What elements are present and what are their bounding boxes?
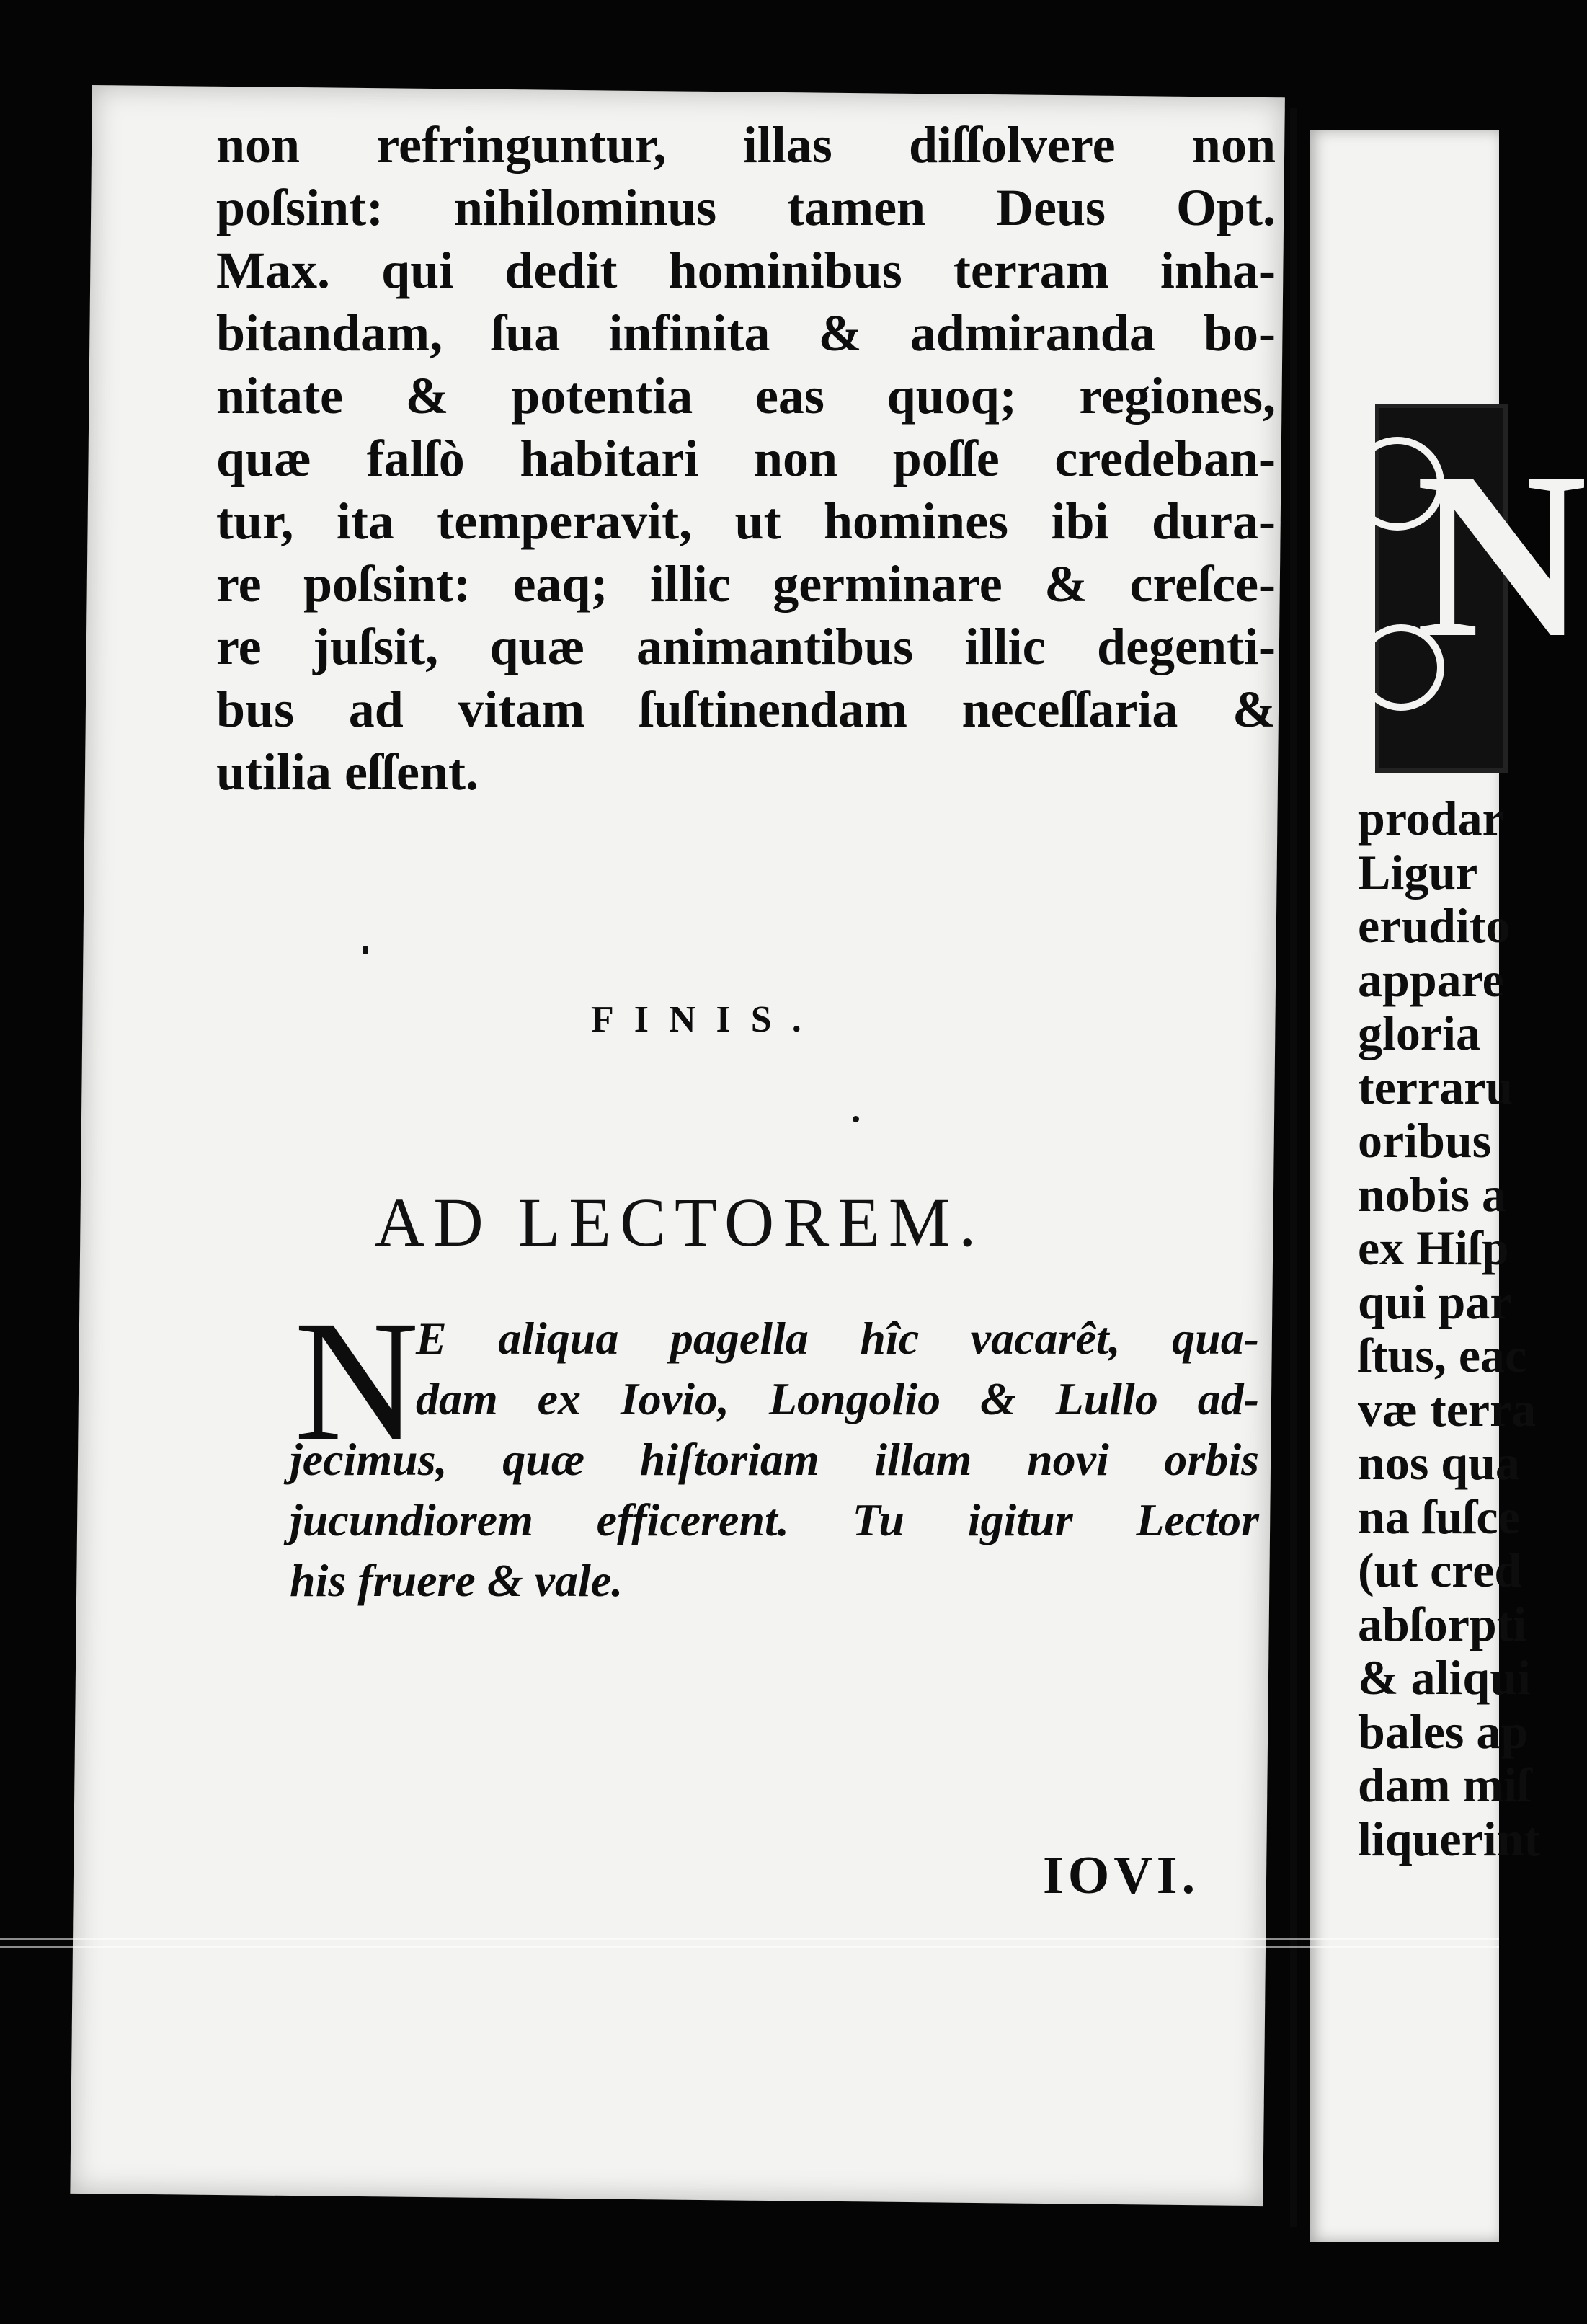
preface-line: his fruere & vale. [290,1555,623,1606]
text-line: bus ad vitam ſuſtinendam neceſſaria & [216,680,1276,738]
text-line: nitate & potentia eas quoq; regiones, [216,367,1276,425]
preface-line: dam ex Iovio, Longolio & Lullo ad- [416,1373,1259,1424]
right-line: nobis a [1358,1166,1506,1222]
right-page-text [1358,791,1540,1866]
right-line: (ut cred [1358,1543,1522,1597]
text-line: non refringuntur, illas diſſolvere non [216,116,1276,174]
text-line: poſsint: nihilominus tamen Deus Opt. [216,179,1276,236]
right-line: gloria [1358,1006,1480,1060]
text-line: Max. qui dedit hominibus terram inha- [216,241,1276,299]
right-line: Ligur [1358,844,1478,900]
right-line: abſorpti [1358,1596,1527,1651]
right-line: væ terra [1358,1381,1537,1437]
catchword: IOVI. [1043,1846,1200,1905]
right-page [1310,130,1587,2242]
right-line: dam miſ [1358,1757,1531,1812]
preface-line: jucundiorem efficerent. Tu igitur Lector [290,1494,1259,1545]
right-line: nos qua [1358,1435,1520,1490]
right-line: ſtus, eac [1358,1328,1527,1383]
ornament-letter: N [1415,424,1587,687]
right-line: terraru [1358,1059,1513,1114]
right-line: prodar [1358,791,1504,846]
right-line: liquerint [1358,1811,1541,1866]
text-line: tur, ita temperavit, ut homines ibi dura- [216,492,1276,550]
finis-mark: FINIS. [591,999,822,1040]
ink-dot [853,1116,859,1122]
right-line: bales ap [1358,1703,1529,1759]
text-line: re juſsit, quæ animantibus illic degenti- [216,618,1276,675]
right-line: na ſuſce [1358,1489,1520,1544]
text-line: re poſsint: eaq; illic germinare & creſce- [216,555,1276,613]
section-heading: AD LECTOREM. [375,1184,985,1261]
main-text-block [216,114,1276,804]
right-line: & aliqui [1358,1650,1531,1705]
right-line: erudito [1358,898,1511,953]
text-line: bitandam, ſua infinita & admiranda bo- [216,304,1276,362]
right-line: oribus [1358,1113,1492,1168]
ink-mark [363,946,368,954]
right-line: appare [1358,952,1504,1007]
preface-line: E aliqua pagella hîc vacarêt, qua- [416,1313,1259,1364]
scan-artifact-line [0,1938,1499,1940]
book-gutter [1290,108,1297,2227]
preface-text [290,1285,1259,1611]
right-line: ex Hiſp [1358,1220,1509,1275]
text-line: quæ falſò habitari non poſſe credeban- [216,430,1276,487]
right-line: qui par [1358,1274,1512,1329]
preface-line: jecimus, quæ hiſtoriam illam novi orbis [290,1434,1259,1485]
text-line: utilia eſſent. [216,743,479,801]
ornamental-initial [1375,404,1587,773]
drop-cap: N [294,1285,419,1476]
scan-artifact-line [0,1946,1499,1948]
